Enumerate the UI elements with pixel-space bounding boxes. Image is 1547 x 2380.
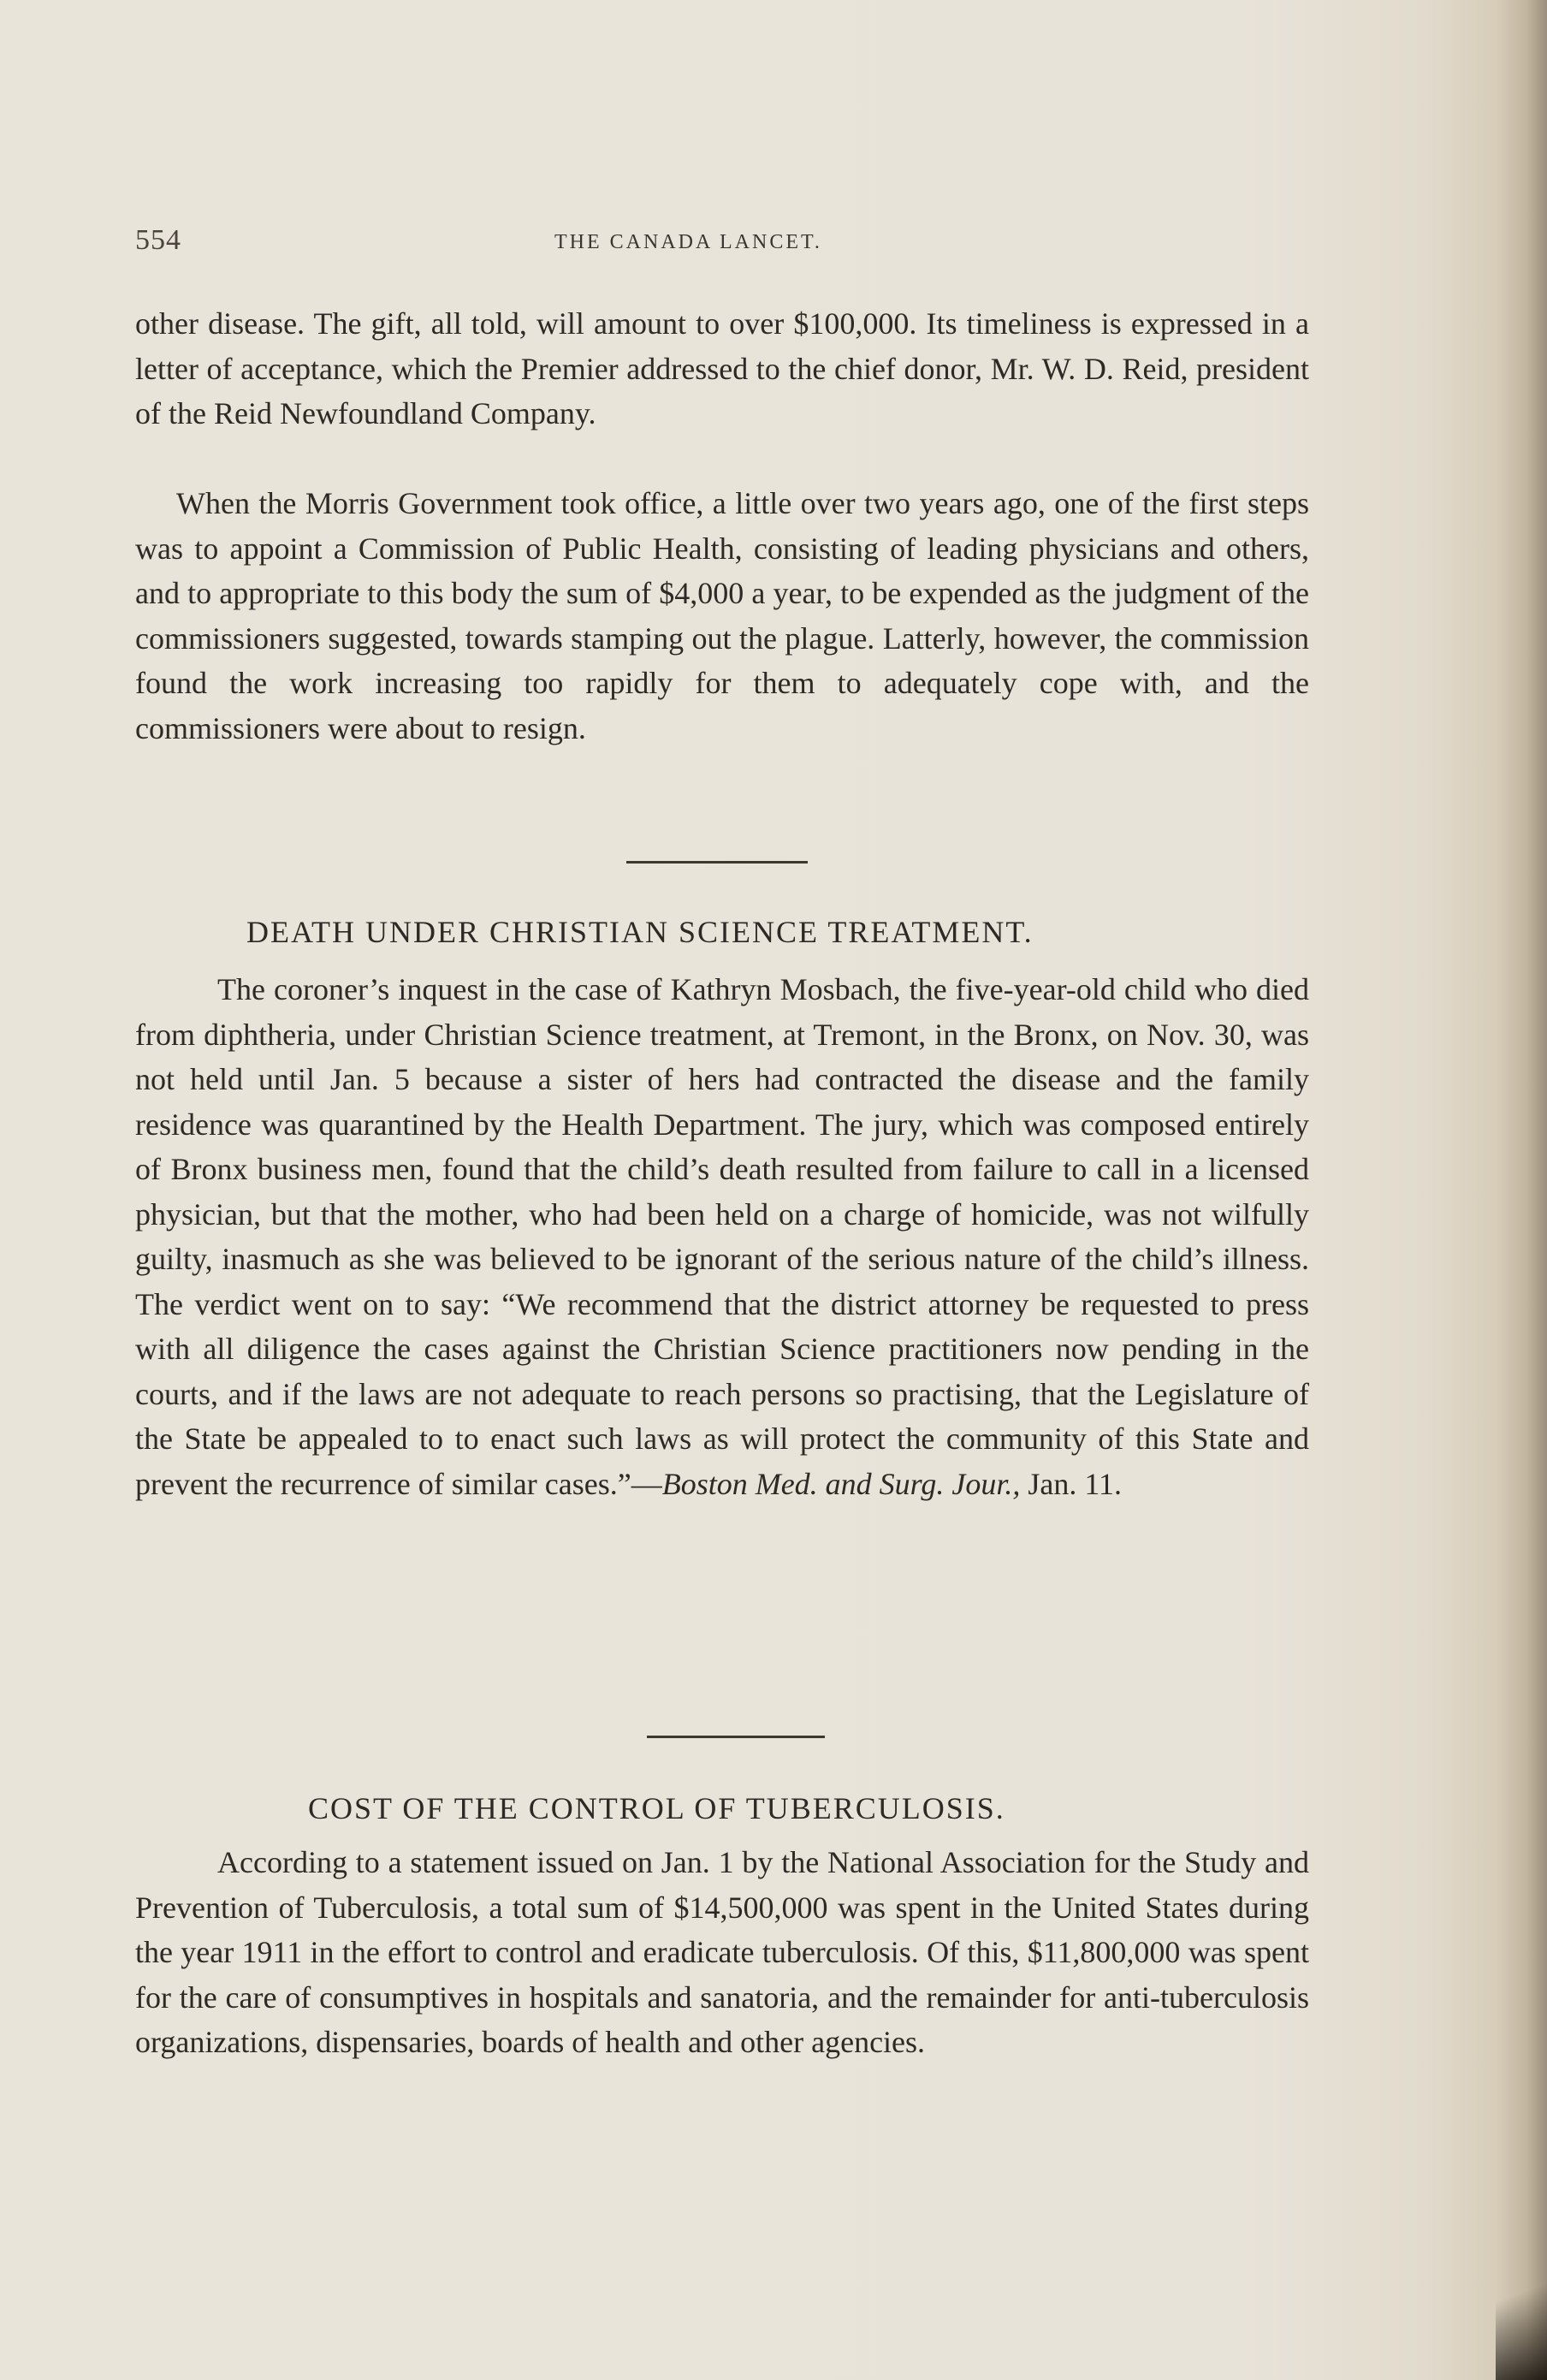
paragraph-continued: other disease. The gift, all told, will amount to over $100,000. Its timeliness is expressed in a letter of acceptance, which the Premier addressed to the chief donor, Mr. W. D. Reid, president of the Reid Newfoundland Company. <box>135 306 1309 430</box>
section-heading-tuberculosis: COST OF THE CONTROL OF TUBERCULOSIS. <box>308 1791 1005 1825</box>
citation-source: Boston Med. and Surg. Jour., <box>661 1466 1021 1501</box>
section-heading-christian-science: DEATH UNDER CHRISTIAN SCIENCE TREATMENT. <box>246 915 1034 949</box>
citation-date: Jan. 11. <box>1020 1466 1122 1501</box>
paragraph-morris-government: When the Morris Government took office, a little over two years ago, one of the first steps was to appoint a Commission of Public Health, consisting of leading physicians and others, and to appropriate to this body the sum of $4,000 a year, to be expended as the judgment of the commissioners suggested, towards stamping out the plague. Latterly, however, the commission found the work increasing too rapidly for them to adequately cope with, and the commissioners were about to resign. <box>135 486 1309 745</box>
paragraph-christian-science <box>135 967 1309 1506</box>
paragraph-christian-science-body: The coroner’s inquest in the case of Kathryn Mosbach, the five-year-old child who died from diphtheria, under Christian Science treatment, at Tremont, in the Bronx, on Nov. 30, was not held until Jan. 5 because a sister of hers had contracted the disease and the family residence was quarantined by the Health Department. The jury, which was composed entirely of Bronx business men, found that the child’s death resulted from failure to call in a licensed physician, but that the mother, who had been held on a charge of homicide, was not wilfully guilty, inasmuch as she was believed to be ignorant of the serious nature of the child’s illness. The verdict went on to say: “We recommend that the district attorney be requested to press with all diligence the cases against the Christian Science practitioners now pending in the courts, and if the laws are not adequate to reach persons so practising, that the Legislature of the State be appealed to to enact such laws as will protect the community of this State and prevent the recurrence of similar cases.”— <box>135 972 1309 1501</box>
page-corner-shadow <box>1496 2260 1547 2380</box>
section-divider <box>647 1736 825 1738</box>
paragraph-tuberculosis: According to a statement issued on Jan. 1 by the National Association for the Study and Prevention of Tuberculosis, a total sum of $14,500,000 was spent in the United States during the year 1911 in the effort to control and eradicate tuberculosis. Of this, $11,800,000 was spent for the care of consumptives in hospitals and sanatoria, and the remainder for anti-tuberculosis organizations, dispensaries, boards of health and other agencies. <box>135 1845 1309 2059</box>
running-head <box>135 224 1333 267</box>
section-divider <box>626 861 808 864</box>
binding-edge-shadow <box>1496 0 1547 2380</box>
page-number: 554 <box>135 224 181 256</box>
journal-title: THE CANADA LANCET. <box>554 231 822 253</box>
